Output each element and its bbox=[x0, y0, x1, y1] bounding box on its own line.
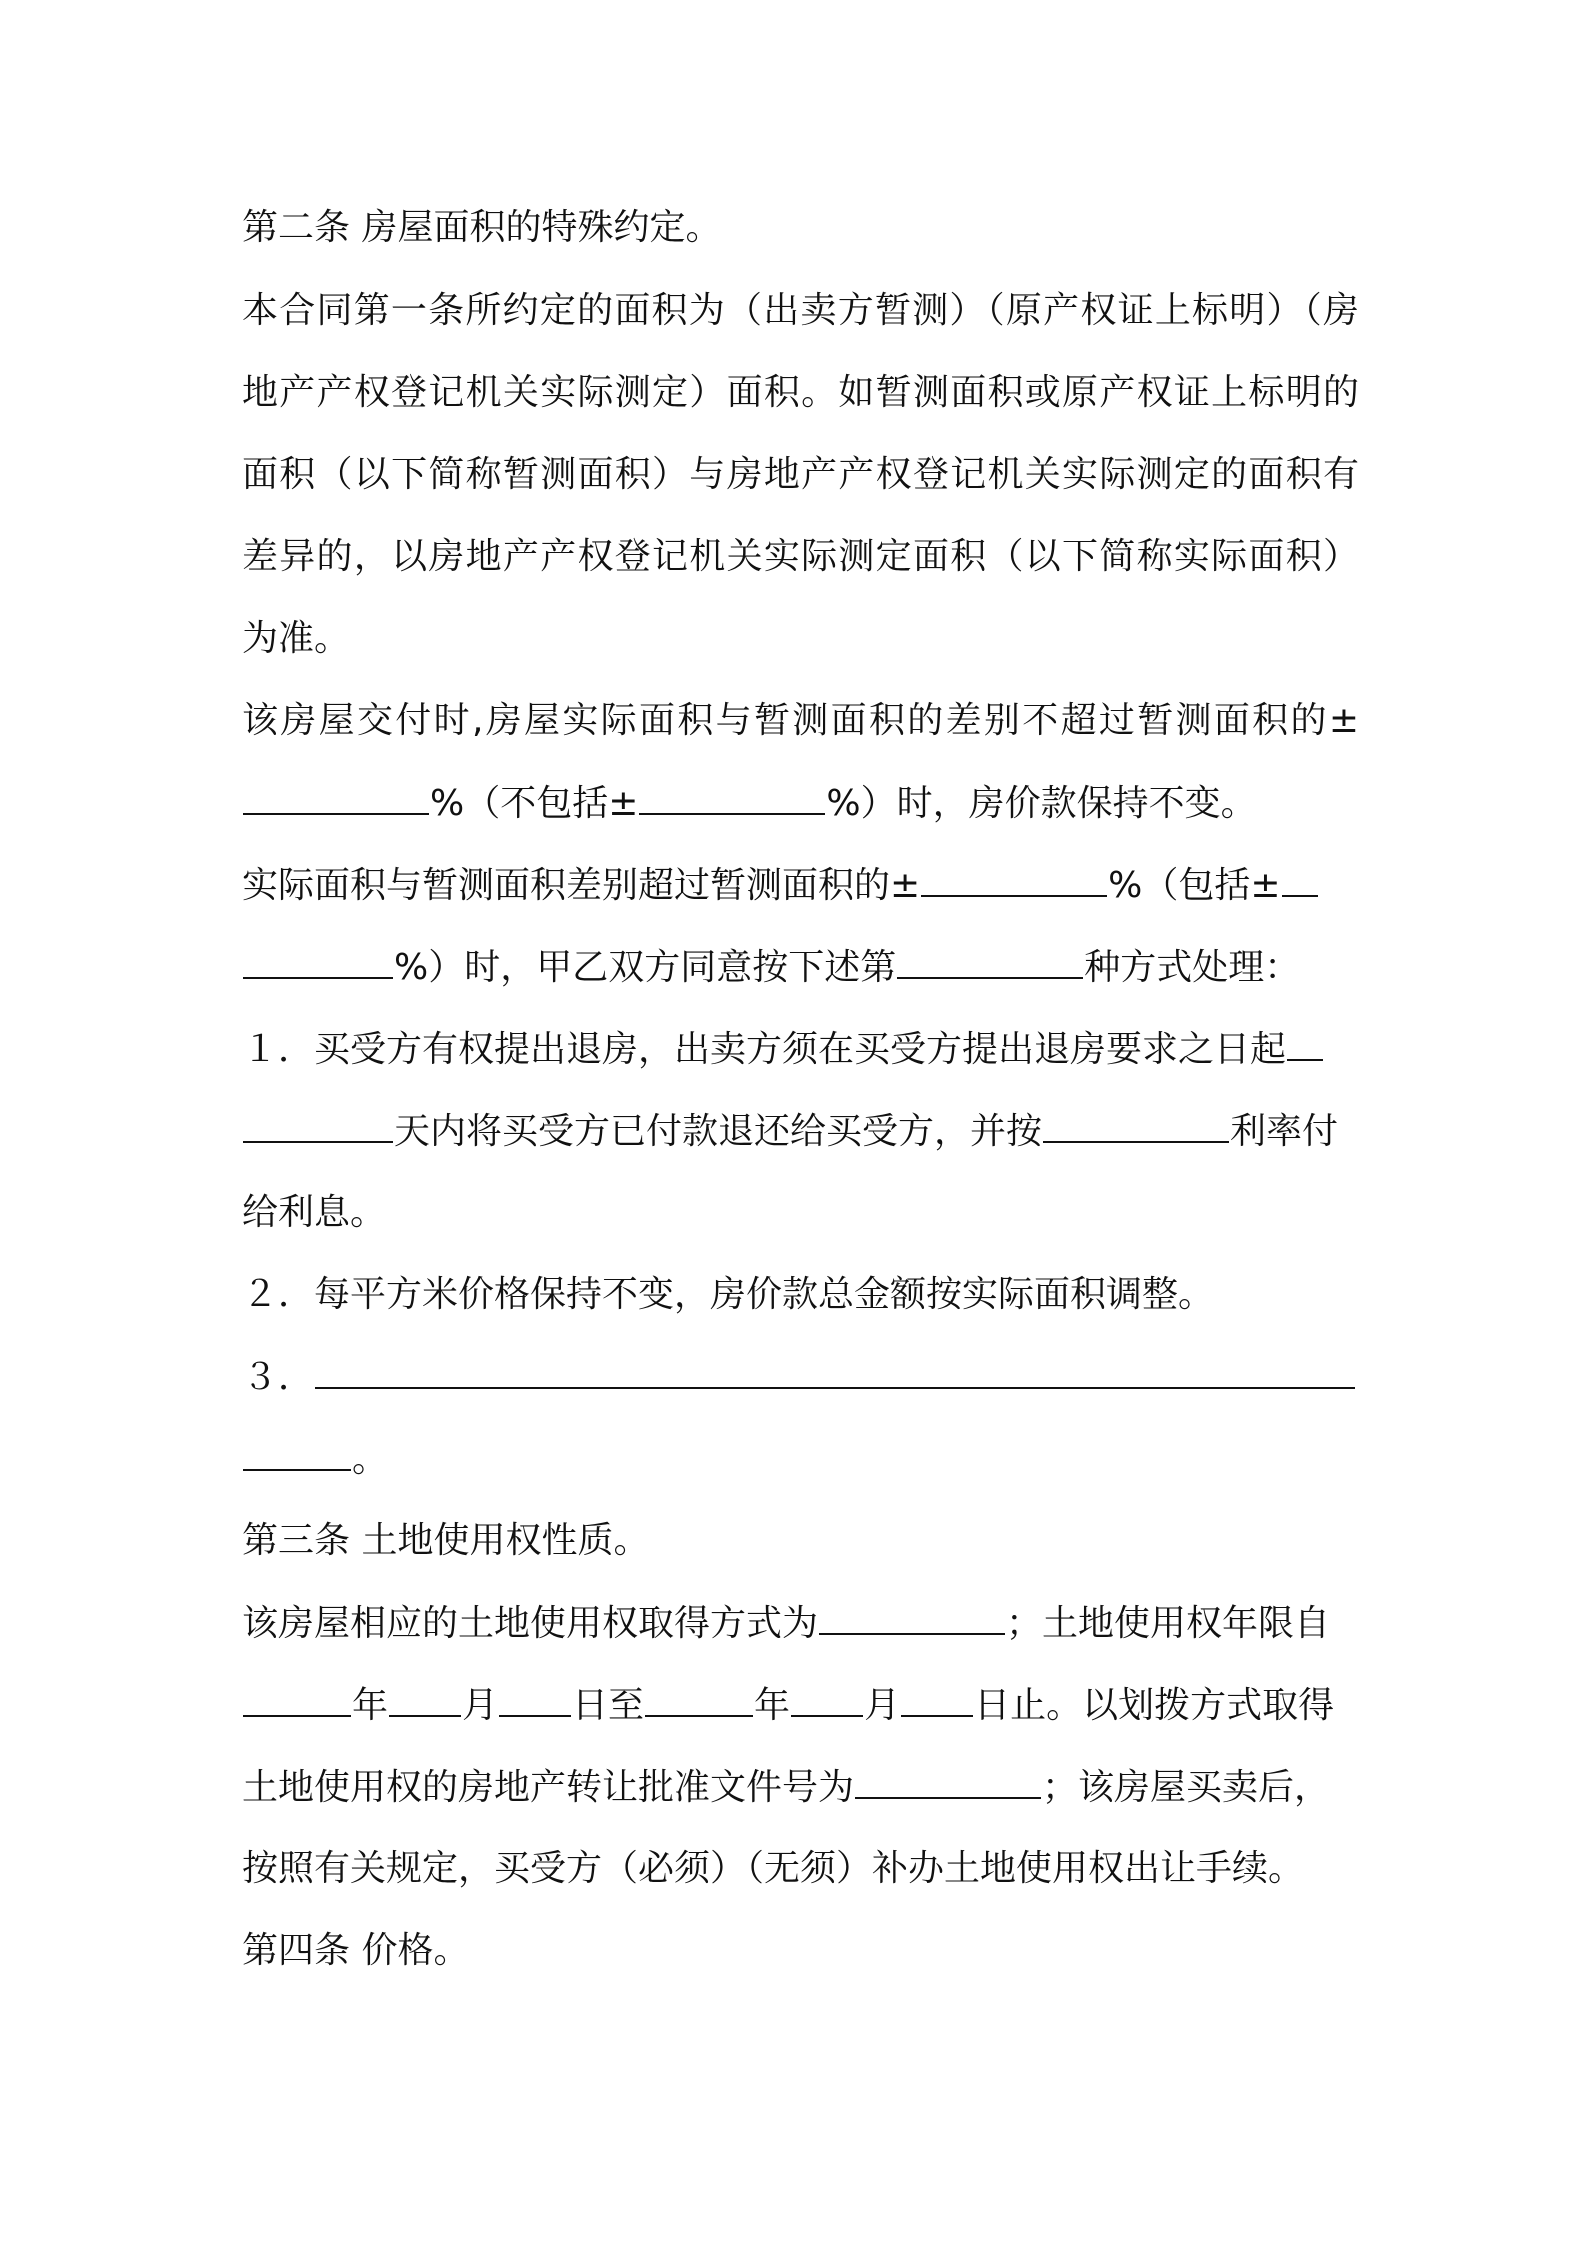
fill-blank[interactable] bbox=[855, 1763, 1041, 1799]
paragraph-line bbox=[242, 1435, 388, 1483]
text-segment: 土地使用权的房地产转让批准文件号为 bbox=[242, 1767, 855, 1808]
text-segment: 该房屋交付时,房屋实际面积与暂测面积的差别不超过暂测面积的± bbox=[242, 700, 1359, 741]
text-segment: 月 bbox=[864, 1685, 901, 1726]
paragraph-line bbox=[242, 1271, 1214, 1319]
paragraph-line bbox=[242, 1353, 1356, 1401]
article-4-heading bbox=[242, 1927, 469, 1975]
text-segment: 日止。以划拨方式取得 bbox=[974, 1685, 1335, 1726]
fill-blank[interactable] bbox=[499, 1681, 571, 1717]
text-segment: 实际面积与暂测面积差别超过暂测面积的± bbox=[242, 865, 921, 906]
text-segment: 日至 bbox=[572, 1685, 645, 1726]
text-segment: %（不包括± bbox=[430, 783, 639, 824]
fill-blank[interactable] bbox=[921, 861, 1107, 897]
paragraph-line bbox=[242, 1763, 1330, 1811]
article-2-heading bbox=[242, 204, 721, 252]
paragraph-line bbox=[242, 1189, 386, 1237]
text-segment: %）时，房价款保持不变。 bbox=[826, 783, 1257, 824]
paragraph-line bbox=[242, 369, 1359, 417]
paragraph-line bbox=[242, 779, 1257, 827]
paragraph-line bbox=[242, 451, 1359, 499]
fill-blank[interactable] bbox=[645, 1681, 753, 1717]
text-segment: ３． bbox=[242, 1357, 315, 1398]
fill-blank[interactable] bbox=[1043, 1107, 1229, 1143]
paragraph-line bbox=[242, 615, 350, 663]
text-segment: 为准。 bbox=[242, 618, 351, 659]
fill-blank[interactable] bbox=[819, 1599, 1005, 1635]
article-3-heading bbox=[242, 1517, 649, 1565]
text-segment: ；该房屋买卖后， bbox=[1042, 1767, 1331, 1808]
paragraph-line bbox=[242, 1599, 1330, 1647]
fill-blank[interactable] bbox=[315, 1353, 1355, 1389]
paragraph-line bbox=[242, 1845, 1304, 1893]
text-segment: 利率付 bbox=[1230, 1111, 1339, 1152]
paragraph-line bbox=[242, 533, 1359, 581]
paragraph-line bbox=[242, 1025, 1324, 1073]
text-segment: 面积（以下简称暂测面积）与房地产产权登记机关实际测定的面积有 bbox=[242, 454, 1359, 495]
paragraph-line bbox=[242, 287, 1359, 335]
text-segment: 月 bbox=[462, 1685, 499, 1726]
fill-blank[interactable] bbox=[243, 1107, 393, 1143]
text-segment: １．买受方有权提出退房，出卖方须在买受方提出退房要求之日起 bbox=[242, 1029, 1287, 1070]
text-segment: 年 bbox=[352, 1685, 389, 1726]
fill-blank[interactable] bbox=[243, 1435, 351, 1471]
text-segment: 差异的，以房地产产权登记机关实际测定面积（以下简称实际面积） bbox=[242, 536, 1359, 577]
heading-text: 第四条 价格。 bbox=[242, 1930, 470, 1971]
text-segment: 年 bbox=[754, 1685, 791, 1726]
text-segment: 本合同第一条所约定的面积为（出卖方暂测）（原产权证上标明）（房 bbox=[242, 290, 1359, 331]
paragraph-line bbox=[242, 943, 1300, 991]
paragraph-line bbox=[242, 861, 1319, 909]
fill-blank[interactable] bbox=[897, 943, 1083, 979]
text-segment: 天内将买受方已付款退还给买受方，并按 bbox=[394, 1111, 1043, 1152]
fill-blank[interactable] bbox=[639, 779, 825, 815]
text-segment: 种方式处理： bbox=[1084, 947, 1301, 988]
fill-blank[interactable] bbox=[243, 779, 429, 815]
text-segment: ；土地使用权年限自 bbox=[1006, 1603, 1331, 1644]
fill-blank[interactable] bbox=[389, 1681, 461, 1717]
heading-text: 第二条 房屋面积的特殊约定。 bbox=[242, 207, 722, 248]
paragraph-line bbox=[242, 1681, 1334, 1729]
paragraph-line bbox=[242, 697, 1359, 745]
text-segment: 该房屋相应的土地使用权取得方式为 bbox=[242, 1603, 819, 1644]
text-segment: 给利息。 bbox=[242, 1192, 387, 1233]
paragraph-line bbox=[242, 1107, 1338, 1155]
text-segment: %（包括± bbox=[1108, 865, 1281, 906]
text-segment: 地产产权登记机关实际测定）面积。如暂测面积或原产权证上标明的 bbox=[242, 372, 1359, 413]
text-segment: %）时，甲乙双方同意按下述第 bbox=[394, 947, 897, 988]
fill-blank[interactable] bbox=[791, 1681, 863, 1717]
fill-blank[interactable] bbox=[243, 943, 393, 979]
heading-text: 第三条 土地使用权性质。 bbox=[242, 1520, 650, 1561]
fill-blank[interactable] bbox=[243, 1681, 351, 1717]
fill-blank[interactable] bbox=[1287, 1025, 1323, 1061]
text-segment: 按照有关规定，买受方（必须）（无须）补办土地使用权出让手续。 bbox=[242, 1848, 1305, 1889]
text-segment: ２．每平方米价格保持不变，房价款总金额按实际面积调整。 bbox=[242, 1274, 1215, 1315]
text-segment: 。 bbox=[352, 1439, 389, 1480]
fill-blank[interactable] bbox=[1282, 861, 1318, 897]
fill-blank[interactable] bbox=[901, 1681, 973, 1717]
